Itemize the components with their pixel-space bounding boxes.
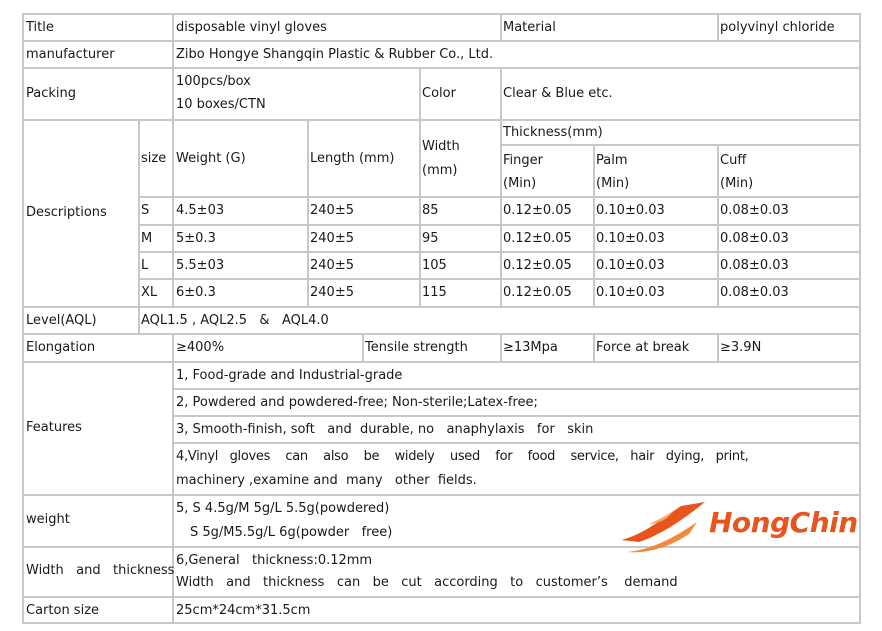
finger-header-line1: Finger [503,153,543,168]
features-label: Features [26,420,82,435]
tensile-value: ≥13Mpa [503,340,558,355]
finger-cell: 0.12±0.05 [503,231,572,246]
rule [172,119,174,306]
rule [172,442,861,444]
feature-item-4-line2: machinery ,examine and many other fields. [176,473,477,488]
rule [307,119,309,306]
rule [500,144,861,146]
width-cell: 85 [422,203,439,218]
rule [22,361,861,363]
weight-label: weight [26,512,70,527]
rule [500,119,502,306]
weight-cell: 6±0.3 [176,285,216,300]
carton-label: Carton size [26,603,100,618]
weight-cell: 5.5±03 [176,258,225,273]
cuff-header-line2: (Min) [720,176,754,191]
title-value: disposable vinyl gloves [176,20,327,35]
rule [593,144,595,306]
tensile-label: Tensile strength [365,340,468,355]
rule [22,596,861,598]
palm-cell: 0.10±0.03 [596,285,665,300]
rule [22,333,861,335]
feature-item-1: 1, Food-grade and Industrial-grade [176,368,403,383]
manufacturer-value: Zibo Hongye Shangqin Plastic & Rubber Co., Ltd. [176,47,494,62]
weight-cell: 5±0.3 [176,231,216,246]
rule [717,333,719,361]
force-value: ≥3.9N [720,340,762,355]
width-thickness-line1: 6,General thickness:0.12mm [176,553,373,568]
rule [22,306,861,308]
length-cell: 240±5 [310,285,354,300]
elongation-value: ≥400% [176,340,225,355]
rule [362,333,364,361]
color-label: Color [422,86,456,101]
palm-cell: 0.10±0.03 [596,203,665,218]
material-label: Material [503,20,556,35]
weight-line1: 5, S 4.5g/M 5g/L 5.5g(powdered) [176,501,390,516]
feature-item-3: 3, Smooth-finish, soft and durable, no anaphylaxis for skin [176,422,594,437]
hongchin-swoosh-icon [619,500,709,556]
size-cell: XL [141,285,158,300]
rule [172,361,174,622]
cuff-cell: 0.08±0.03 [720,258,789,273]
title-label: Title [26,20,54,35]
weight-header: Weight (G) [176,151,246,166]
palm-header-line1: Palm [596,153,628,168]
width-thickness-label: Width and thickness [26,563,175,578]
rule [172,13,174,119]
size-cell: M [141,231,153,246]
finger-cell: 0.12±0.05 [503,258,572,273]
level-value: AQL1.5 , AQL2.5 & AQL4.0 [141,313,329,328]
weight-line2: S 5g/M5.5g/L 6g(powder free) [190,525,393,540]
rule [172,388,861,390]
descriptions-label: Descriptions [26,205,107,220]
force-label: Force at break [596,340,690,355]
palm-cell: 0.10±0.03 [596,231,665,246]
packing-value-line2: 10 boxes/CTN [176,97,266,112]
length-cell: 240±5 [310,258,354,273]
cuff-cell: 0.08±0.03 [720,231,789,246]
finger-cell: 0.12±0.05 [503,285,572,300]
logo-text: HongChin [709,506,858,539]
weight-cell: 4.5±03 [176,203,225,218]
cuff-cell: 0.08±0.03 [720,203,789,218]
palm-header-line2: (Min) [596,176,630,191]
rule [593,333,595,361]
size-cell: L [141,258,149,273]
hongchin-logo [619,500,863,556]
spec-table [22,13,861,624]
material-value: polyvinyl chloride [720,20,835,35]
color-value: Clear & Blue etc. [503,86,613,101]
rule [500,67,502,119]
rule [138,119,140,306]
packing-label: Packing [26,86,77,101]
elongation-label: Elongation [26,340,96,355]
rule [500,333,502,361]
width-thickness-line2: Width and thickness can be cut according to customer’s demand [176,575,678,590]
packing-value-line1: 100pcs/box [176,74,251,89]
rule [172,415,861,417]
cuff-cell: 0.08±0.03 [720,285,789,300]
level-label: Level(AQL) [26,313,97,328]
thickness-header: Thickness(mm) [503,125,603,140]
rule [22,119,861,121]
width-cell: 105 [422,258,447,273]
width-header-line2: (mm) [422,163,458,178]
length-cell: 240±5 [310,203,354,218]
rule [172,333,174,361]
size-cell: S [141,203,150,218]
manufacturer-label: manufacturer [26,47,115,62]
rule [138,306,140,333]
rule [717,144,719,306]
finger-cell: 0.12±0.05 [503,203,572,218]
rule [500,13,502,40]
rule [22,494,861,496]
palm-cell: 0.10±0.03 [596,258,665,273]
rule [717,13,719,40]
feature-item-4-line1: 4,Vinyl gloves can also be widely used for food service, hair dying, print, [176,449,749,464]
rule [22,622,861,624]
rule [22,67,861,69]
rule [419,119,421,306]
size-header: size [141,151,167,166]
width-header-line1: Width [422,139,460,154]
length-cell: 240±5 [310,231,354,246]
cuff-header-line1: Cuff [720,153,747,168]
rule [22,13,861,15]
width-cell: 115 [422,285,447,300]
feature-item-2: 2, Powdered and powdered-free; Non-sterile;Latex-free; [176,395,538,410]
rule [419,67,421,119]
width-cell: 95 [422,231,439,246]
length-header: Length (mm) [310,151,395,166]
rule [22,40,861,42]
finger-header-line2: (Min) [503,176,537,191]
carton-value: 25cm*24cm*31.5cm [176,603,311,618]
rule [22,13,24,624]
